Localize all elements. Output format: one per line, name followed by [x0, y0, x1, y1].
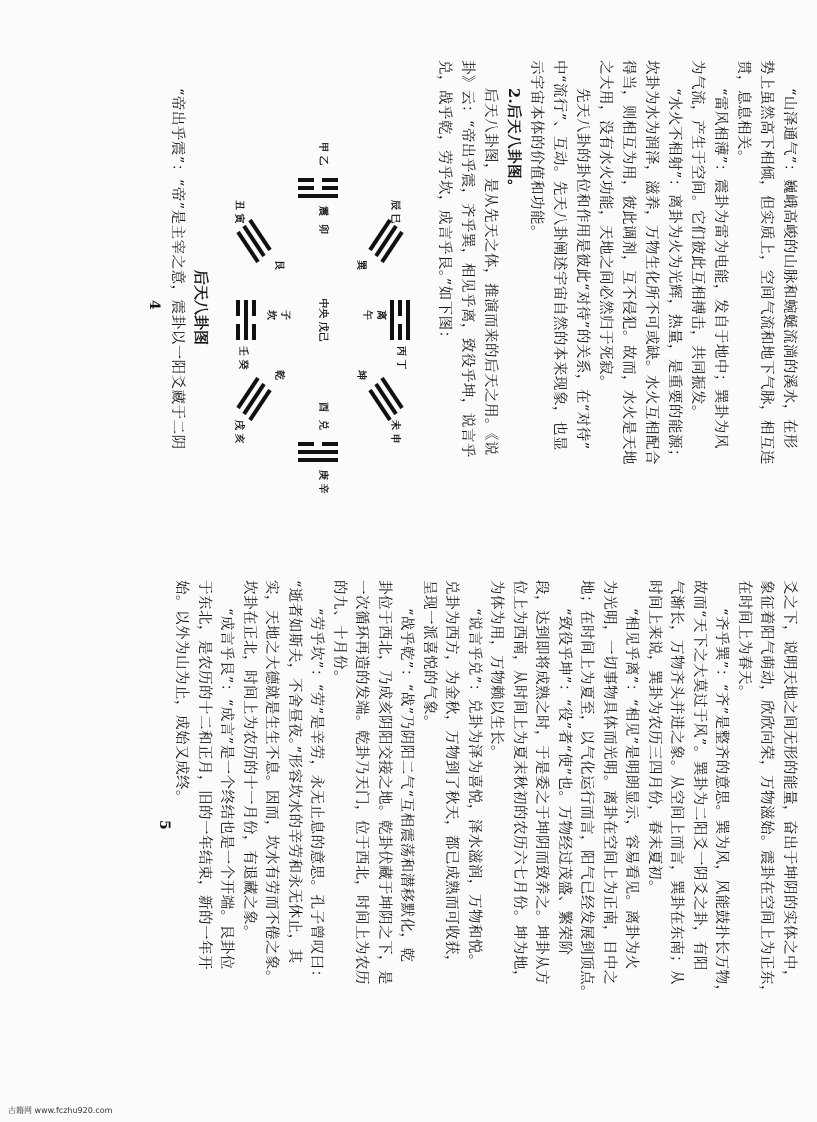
page-number-left: 4: [146, 300, 162, 310]
right_page-text-line: 故而“天下之大莫过于风”。巽卦为二阳爻一阴爻之卦，有阳: [691, 580, 707, 971]
right_page-text-line: “说言乎兑”：兑卦为泽为喜悦，泽水滋润，万物和悦。: [466, 608, 482, 969]
east-label: 震: [317, 206, 328, 216]
right_page-text-line: 为光明，一切事物具体而光明。离卦在空间上为正南，日中之: [601, 580, 617, 985]
right_page-text-line: 位上为西南，从时间上为夏末秋初的农历六七月份。坤为地，: [511, 580, 527, 985]
left_page-text-line: 后天八卦图，是从先天之体，推演而来的后天之用。《说: [482, 88, 498, 456]
diagram-caption: 后天八卦图: [192, 270, 210, 346]
left_page-text-line: 为气流，产生于空间。它们彼此互相搏击，共同振发。: [689, 60, 705, 420]
southwest-label: 坤: [355, 370, 366, 380]
left_page-text-line: 之大用，没有水火功能，天地之间必然归于死寂。: [597, 60, 613, 390]
northwest-branches-label: 戌 亥: [233, 420, 244, 444]
right_page-text-line: “成言乎艮”：“成言”是一个终结也是一个开端。艮卦位: [218, 608, 235, 970]
right_page-text-line: 坎卦在正北，时间上为农历的十一月份，有退藏之象。: [241, 580, 257, 940]
right_page-text-line: 的九、十月份。: [331, 580, 347, 685]
south-stems-label: 丙 丁: [395, 346, 406, 370]
left_page-text-line: “雷风相薄”：震卦为雷为电能，发自于地中；巽卦为风: [712, 88, 728, 449]
north-label: 坎: [265, 310, 276, 320]
right_page-text-line: 于东北，是农历的十二和正月，旧的一年结束，新的一年开: [196, 580, 212, 970]
left_page-text-line: 中“流行”、互动。先天八卦阐述宇宙自然的本来现象，也显: [551, 60, 567, 451]
left_page-text-line: 2.后天八卦图。: [505, 88, 522, 195]
right_page-text-line: 兑卦为西方，为金秋，万物到了秋天，都已成熟而可收获，: [443, 580, 460, 970]
east-branch-label: 卯: [317, 224, 328, 234]
right_page-text-line: “相见乎离”：“相见”是明朗显示，容易看见。离卦为火: [623, 608, 640, 970]
right_page-text-line: 卦位于西北，乃成亥阴阳交接之地。乾卦伏藏于坤阴之下，是: [376, 580, 392, 985]
right_page-text-line: 一次循环再造的发端。乾卦乃天门，位于西北，时间上为农历: [353, 580, 370, 985]
left_page-text-line: 示宇宙本体的价值和功能。: [528, 60, 544, 240]
right_page-text-line: “战乎乾”：“战”乃阴阳二气“互相震荡和潜移默化，乾: [398, 608, 415, 963]
page-number-right: 5: [156, 820, 172, 830]
right_page-text-line: 为体为用，万物赖以生长。: [488, 580, 505, 760]
book-spread: [140, 60, 800, 1080]
right_page-text-line: “致役乎坤”：“役”者“使”也。万物经过茂盛、繁荣阶: [556, 608, 572, 956]
west-label: 兑: [317, 420, 328, 430]
north-stems-label: 壬 癸: [237, 346, 248, 370]
southeast-label: 巽: [355, 260, 366, 270]
west-stems-label: 庚 辛: [317, 470, 328, 494]
east-stems-label: 甲 乙: [317, 142, 328, 166]
left_page-text-line: 卦》云：“帝出乎震，齐乎巽，相见乎离，致役乎坤，说言乎: [459, 60, 475, 458]
right_page-text-line: 段，达到即将成熟之时，于是委之于坤阴而致养之。坤卦从方: [533, 580, 550, 985]
left-page: [140, 60, 800, 565]
south-label: 离: [375, 310, 386, 320]
right_page-text-line: 始。以外为山为止，成始又成终。: [173, 580, 190, 805]
right_page-text-line: “齐乎巽”：“齐”是整齐的意思。巽为风，风能鼓扑长万物，: [713, 608, 730, 1000]
left_page-text-line: “水火不相射”：离卦为火为光辉，热量，是重要的能源；: [666, 88, 682, 464]
left_page-text-line: “山泽通气”：巍峨高峻的山脉和蜿蜒流淌的溪水，在形: [781, 88, 797, 449]
right_page-text-line: “逝者如斯夫，不舍昼夜。”形容坎水的辛劳和永无休止，其: [286, 580, 302, 964]
watermark-footer: 古籍网 www.fczhu920.com: [8, 1106, 113, 1115]
right_page-text-line: 爻之下，说明天地之间无形的能量，奋出于坤阴的实体之中，: [781, 580, 797, 985]
south-branch-label: 午: [361, 310, 372, 320]
left_page-text-line: 贯，息息相关。: [735, 60, 751, 165]
left_page-text-line: 得当，则相互为用，彼此调剂，互不侵犯。故而，水火是天地: [620, 60, 636, 465]
right_page-text-line: 在时间上为春天。: [736, 580, 752, 700]
left-page-bottom-line: “帝出乎震”：“帝”是主宰之意，震卦以一阳爻藏于二阴: [169, 88, 185, 450]
right_page-text-line: 象征着阳气萌动，欣欣向荣，万物滋始。震卦在空间上为正东，: [758, 580, 775, 1000]
southwest-branches-label: 未 申: [389, 420, 400, 444]
left_page-text-line: 先天八卦的卦位和作用是彼此“对待”的关系，在“对待”: [574, 88, 590, 450]
left_page-text-line: 坎卦为水为润泽，滋养，万物生化所不可或缺。水火互相配合: [643, 60, 659, 465]
northwest-label: 乾: [273, 370, 284, 380]
north-branch-label: 子: [279, 310, 290, 320]
right_page-text-line: 气渐长，万物齐头并进之象。从空间上而言，巽卦在东南；从: [668, 580, 685, 985]
center-label: 中央 戊己: [317, 298, 328, 342]
northeast-label: 艮: [273, 260, 284, 270]
left_page-text-line: 势上虽然高下相倾，但实质上，空间气流和地下气脉，相互连: [758, 60, 774, 465]
right_page-text-line: 时间上来说，巽卦为农历三四月份，春末夏初。: [646, 580, 662, 895]
west-branch-label: 酉: [317, 402, 328, 412]
right_page-text-line: 地；在时间上为夏至，以气化运行而言，阳气已经发展到顶点。: [578, 580, 595, 1000]
right_page-text-line: “劳乎坎”：“劳”是辛劳，永无止息的意思。孔子曾叹曰：: [308, 608, 325, 985]
left_page-text-line: 兑，战乎乾，劳乎坎，成言乎艮。”如下图：: [436, 60, 452, 346]
northeast-branches-label: 丑 寅: [233, 200, 244, 224]
southeast-branches-label: 辰 巳: [389, 200, 400, 224]
right_page-text-line: 呈现一派喜悦的气象。: [421, 580, 437, 730]
right_page-text-line: 实，天地之大德就是生生不息。因而，坎水有劳而不倦之象。: [263, 580, 280, 985]
later-heaven-bagua-diagram: [220, 120, 420, 520]
right-page: [140, 580, 800, 1080]
